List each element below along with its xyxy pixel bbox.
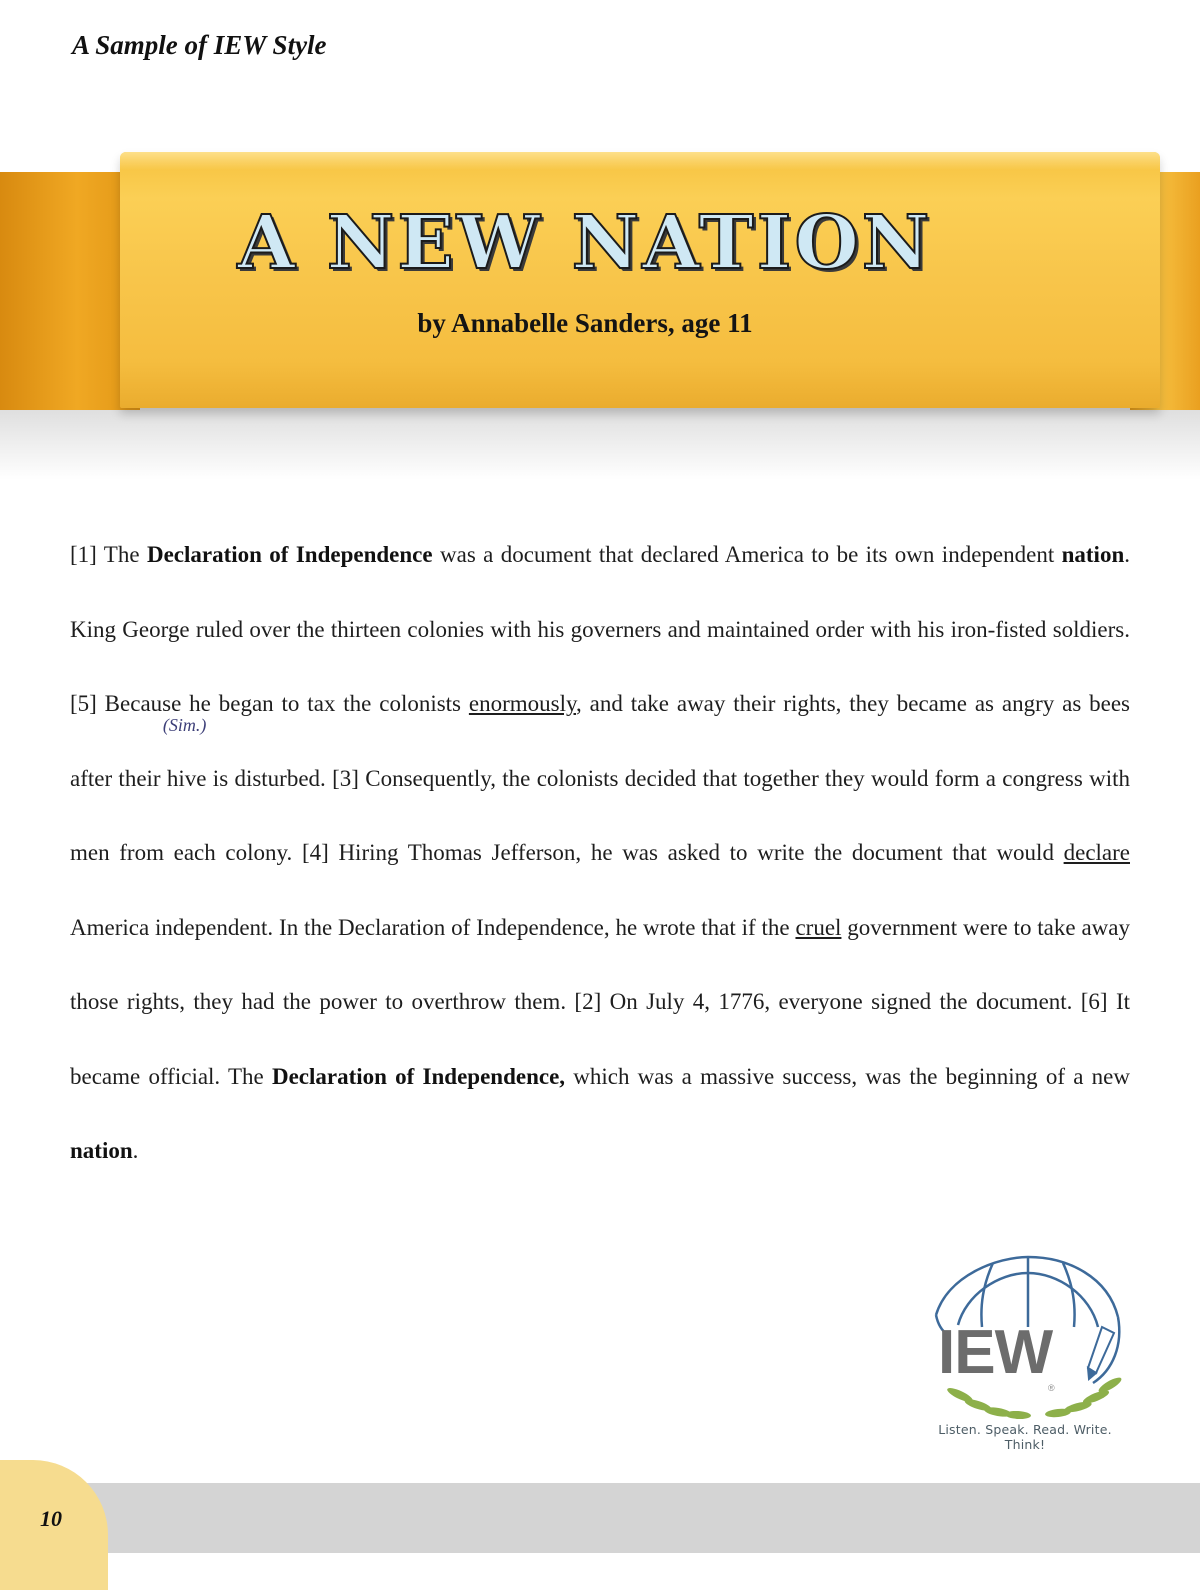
essay-text: . King George ruled over the thirteen colonies with his governers and maintained order with his iron-fisted soldiers. [5] Because he began to tax the colonists xyxy=(70,542,1130,716)
essay-text: which was a massive success, was the beginning of a new xyxy=(565,1063,1130,1089)
logo-tagline: Listen. Speak. Read. Write. Think! xyxy=(938,1422,1112,1452)
underlined-word: enormously xyxy=(468,691,576,716)
bold-term: nation xyxy=(70,1138,133,1163)
bold-term: Declaration of Independence xyxy=(146,542,433,567)
essay-text: was a document that declared America to be its own independent xyxy=(432,542,1062,567)
pen-icon xyxy=(1088,1327,1114,1379)
iew-logo xyxy=(918,1255,1138,1445)
footer-bar xyxy=(0,1483,1200,1553)
running-header: A Sample of IEW Style xyxy=(72,30,327,60)
simile-marker xyxy=(162,714,207,817)
essay-text: [1] The xyxy=(70,542,147,567)
underlined-word: cruel xyxy=(795,914,842,940)
essay-text: . xyxy=(132,1138,139,1163)
essay-text: government were to take away those rights, they had the power to overthrow them. [2] On July 4, 1776, everyone signed the document. [6] It became official. The xyxy=(70,914,1130,1089)
essay-title: A NEW NATION xyxy=(237,200,933,286)
essay-byline: by Annabelle Sanders, age 11 xyxy=(417,308,753,338)
page-number: 10 xyxy=(40,1506,62,1531)
simile-annotation: (Sim.) xyxy=(162,714,207,735)
essay-text: is disturbed. [3] Consequently, the colonists decided that together they would form a congress with men from each colony. [4] Hiring Thomas Jefferson, he was asked to write the document that would xyxy=(70,765,1130,865)
essay-text: America independent. In the Declaration of Independence, he wrote that if the xyxy=(70,914,796,940)
essay-text: , and take away their rights, they became as angry as bees after their xyxy=(70,691,1131,791)
registered-mark: ® xyxy=(1048,1383,1055,1393)
simile-word: hive xyxy=(166,765,207,791)
bold-term: Declaration of Independence, xyxy=(271,1063,566,1089)
essay-body xyxy=(70,518,1130,1189)
bold-term: nation xyxy=(1061,542,1125,567)
iew-wordmark: IEW xyxy=(938,1318,1053,1387)
underlined-word: declare xyxy=(1063,840,1130,865)
